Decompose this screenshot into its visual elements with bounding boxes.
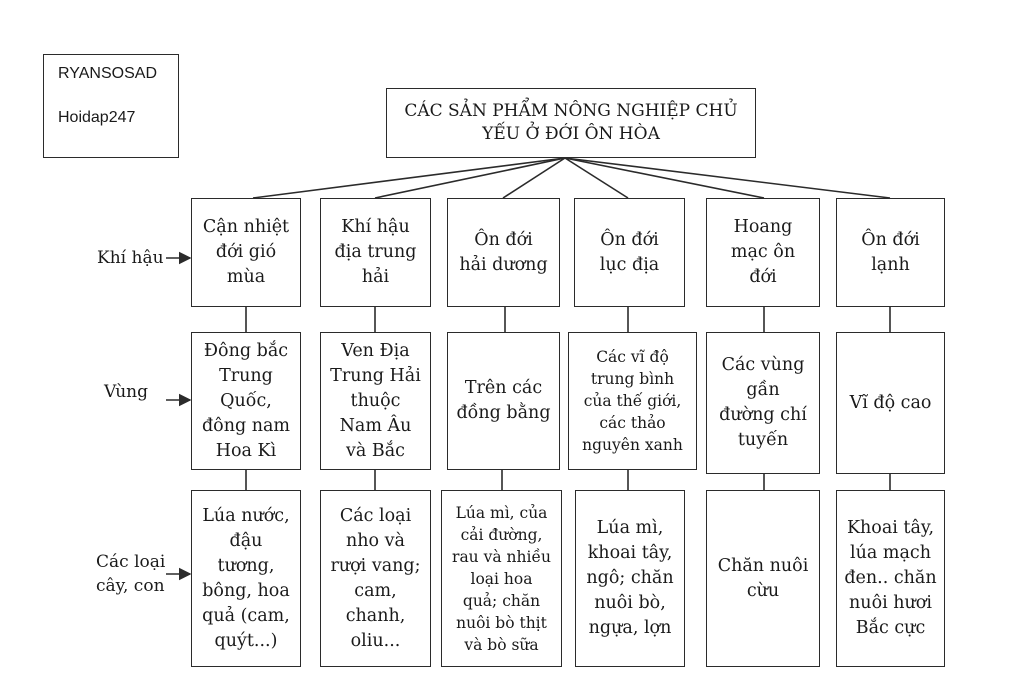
region-box-6 — [836, 332, 945, 474]
products-text-4: Lúa mì, khoai tây, ngô; chăn nuôi bò, ngựa, lợn — [586, 518, 674, 638]
region-text-3: Trên các đồng bằng — [456, 378, 551, 423]
row-label-products: Các loại cây, con — [96, 552, 166, 596]
region-box-4 — [568, 332, 697, 470]
watermark-line-2: Hoidap247 — [58, 109, 136, 126]
fan-line-6 — [565, 158, 890, 198]
products-box-1 — [191, 490, 301, 667]
diagram-title: CÁC SẢN PHẨM NÔNG NGHIỆP CHỦ YẾU Ở ĐỚI ÔN HÒA — [404, 101, 738, 144]
row-label-climate: Khí hậu — [97, 248, 164, 268]
products-text-5: Chăn nuôi cừu — [717, 555, 809, 601]
climate-text-6: Ôn đới lạnh — [861, 229, 920, 275]
climate-text-4: Ôn đới lục địa — [599, 229, 660, 275]
products-text-2: Các loại nho và rượi vang; cam, chanh, oliu... — [330, 505, 421, 651]
region-text-4: Các vĩ độ trung bình của thế giới, các thảo nguyên xanh — [582, 348, 683, 454]
watermark-box — [43, 54, 179, 158]
climate-box-4 — [574, 198, 685, 307]
climate-box-1 — [191, 198, 301, 307]
products-box-3 — [441, 490, 562, 667]
products-box-4 — [575, 490, 685, 667]
climate-text-2: Khí hậu địa trung hải — [334, 217, 417, 287]
climate-box-6 — [836, 198, 945, 307]
row-label-region: Vùng — [104, 382, 148, 402]
region-text-6: Vĩ độ cao — [849, 392, 932, 413]
products-box-5 — [706, 490, 820, 667]
products-box-6 — [836, 490, 945, 667]
products-box-2 — [320, 490, 431, 667]
products-text-3: Lúa mì, của cải đường, rau và nhiều loại hoa quả; chăn nuôi bò thịt và bò sữa — [452, 503, 551, 654]
climate-text-1: Cận nhiệt đới gió mùa — [202, 217, 290, 287]
watermark-line-1: RYANSOSAD — [58, 65, 157, 82]
products-text-1: Lúa nước, đậu tương, bông, hoa quả (cam, quýt...) — [202, 505, 290, 651]
region-text-5: Các vùng gần đường chí tuyến — [719, 355, 807, 450]
region-box-1 — [191, 332, 301, 470]
climate-text-3: Ôn đới hải dương — [459, 229, 548, 275]
region-box-2 — [320, 332, 431, 470]
climate-box-3 — [447, 198, 560, 307]
climate-box-2 — [320, 198, 431, 307]
diagram-title-box — [386, 88, 756, 158]
region-text-2: Ven Địa Trung Hải thuộc Nam Âu và Bắc — [330, 340, 421, 461]
region-box-5 — [706, 332, 820, 474]
fan-line-5 — [565, 158, 764, 198]
fan-line-1 — [253, 158, 565, 198]
climate-box-5 — [706, 198, 820, 307]
region-text-1: Đông bắc Trung Quốc, đông nam Hoa Kì — [201, 340, 291, 461]
products-text-6: Khoai tây, lúa mạch đen.. chăn nuôi hươi Bắc cực — [844, 518, 937, 638]
climate-text-5: Hoang mạc ôn đới — [730, 217, 796, 287]
region-box-3 — [447, 332, 560, 470]
